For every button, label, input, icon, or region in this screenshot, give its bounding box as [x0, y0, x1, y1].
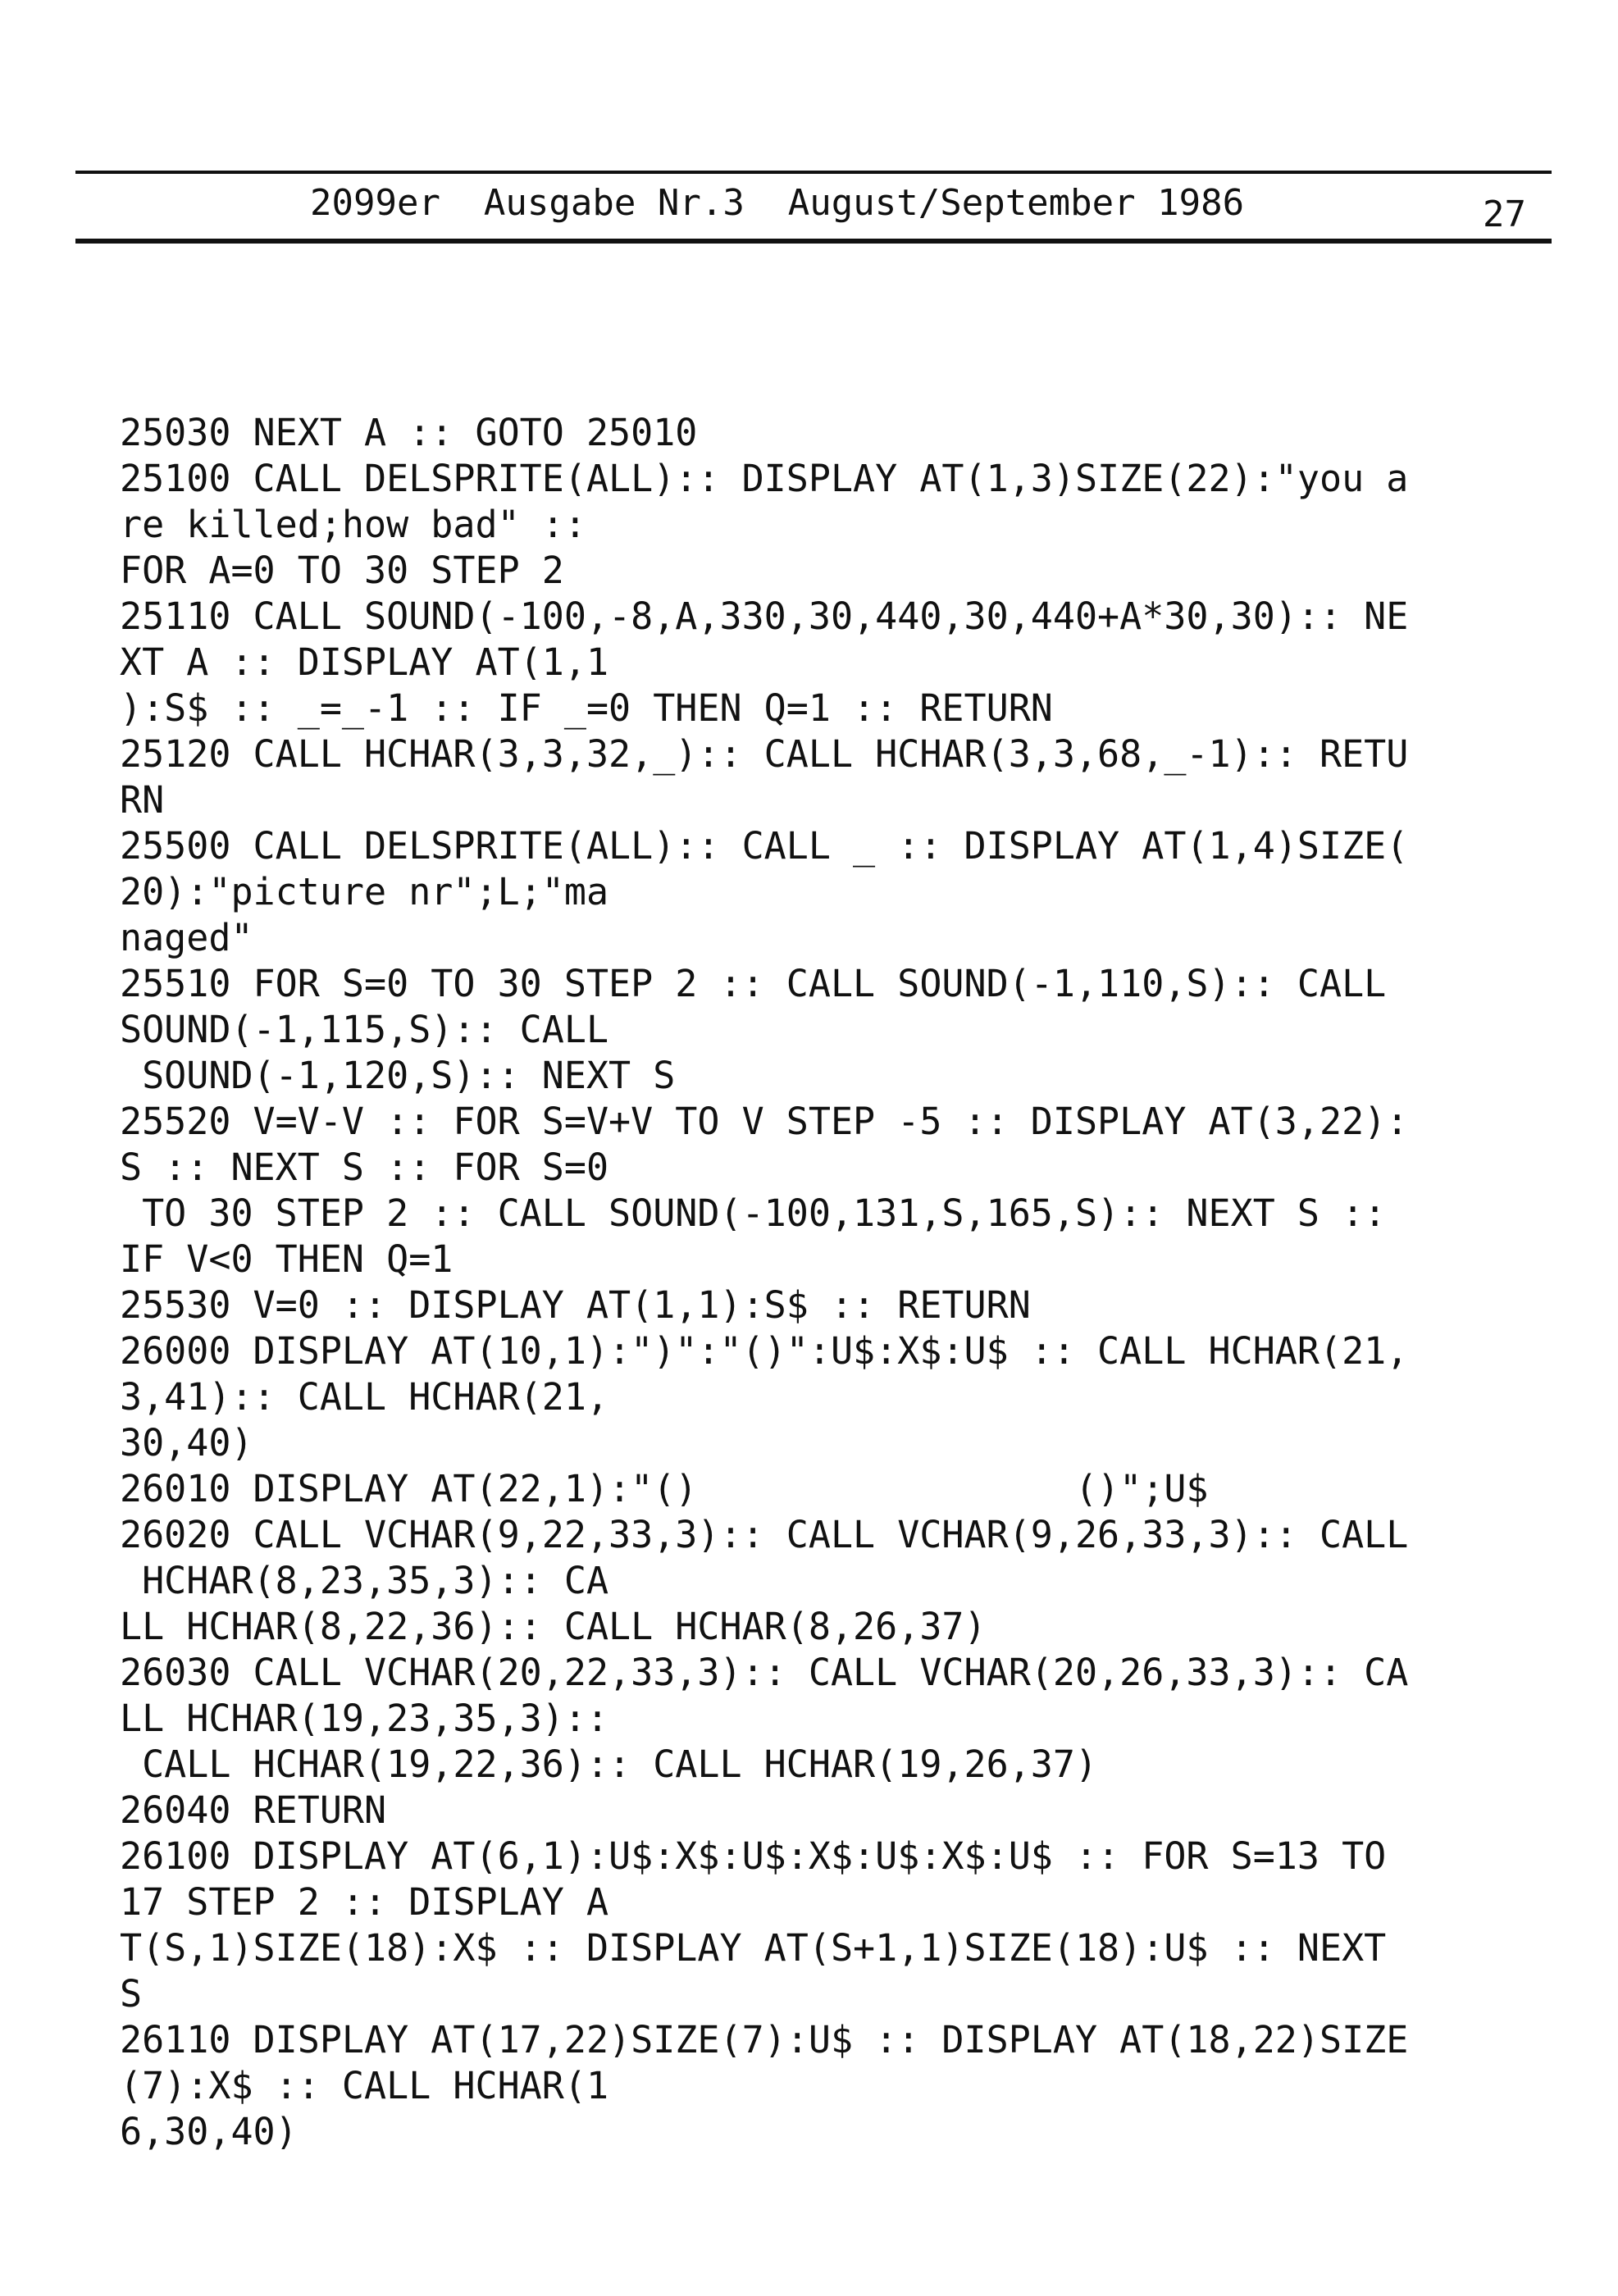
code-line: 20):"picture nr";L;"ma [120, 870, 609, 913]
code-line: LL HCHAR(8,22,36):: CALL HCHAR(8,26,37) [120, 1605, 987, 1648]
code-line: S :: NEXT S :: FOR S=0 [120, 1146, 609, 1189]
code-line: 25520 V=V-V :: FOR S=V+V TO V STEP -5 :: DISPLAY AT(3,22): [120, 1100, 1409, 1143]
code-line: HCHAR(8,23,35,3):: CA [120, 1559, 609, 1602]
code-line: 3,41):: CALL HCHAR(21, [120, 1375, 609, 1419]
code-line: TO 30 STEP 2 :: CALL SOUND(-100,131,S,165,S):: NEXT S :: [120, 1191, 1387, 1235]
code-line: 30,40) [120, 1421, 253, 1465]
code-line: 25030 NEXT A :: GOTO 25010 [120, 411, 698, 454]
code-line: 26000 DISPLAY AT(10,1):")":"()":U$:X$:U$ :: CALL HCHAR(21, [120, 1329, 1409, 1373]
code-line: 26010 DISPLAY AT(22,1):"() ()";U$ [120, 1467, 1209, 1510]
code-line: T(S,1)SIZE(18):X$ :: DISPLAY AT(S+1,1)SIZE(18):U$ :: NEXT [120, 1926, 1387, 1970]
code-line: 25120 CALL HCHAR(3,3,32,_):: CALL HCHAR(3,3,68,_-1):: RETU [120, 732, 1409, 776]
code-line: 25100 CALL DELSPRITE(ALL):: DISPLAY AT(1,3)SIZE(22):"you a [120, 457, 1409, 500]
basic-program-listing [120, 410, 1547, 2155]
code-line: 26040 RETURN [120, 1788, 387, 1832]
code-line: CALL HCHAR(19,22,36):: CALL HCHAR(19,26,37) [120, 1742, 1098, 1786]
code-line: (7):X$ :: CALL HCHAR(1 [120, 2064, 609, 2107]
code-line: LL HCHAR(19,23,35,3):: [120, 1697, 609, 1740]
code-line: IF V<0 THEN Q=1 [120, 1237, 453, 1281]
code-line: RN [120, 778, 165, 822]
code-line: 26020 CALL VCHAR(9,22,33,3):: CALL VCHAR(9,26,33,3):: CALL [120, 1513, 1409, 1556]
code-line: 6,30,40) [120, 2110, 298, 2153]
code-line: 26030 CALL VCHAR(20,22,33,3):: CALL VCHAR(20,26,33,3):: CA [120, 1651, 1409, 1694]
code-line: 25110 CALL SOUND(-100,-8,A,330,30,440,30,440+A*30,30):: NE [120, 594, 1409, 638]
code-line: SOUND(-1,120,S):: NEXT S [120, 1054, 676, 1097]
code-line: 25500 CALL DELSPRITE(ALL):: CALL _ :: DISPLAY AT(1,4)SIZE( [120, 824, 1409, 868]
page-header: 2099er Ausgabe Nr.3 August/September 1986 [310, 182, 1245, 224]
code-line: XT A :: DISPLAY AT(1,1 [120, 640, 609, 684]
code-line: ):S$ :: _=_-1 :: IF _=0 THEN Q=1 :: RETURN [120, 686, 1053, 730]
header-bottom-rule [75, 239, 1552, 244]
code-line: SOUND(-1,115,S):: CALL [120, 1008, 609, 1051]
code-line: re killed;how bad" :: [120, 503, 586, 546]
page-number: 27 [1483, 194, 1526, 235]
code-line: 25510 FOR S=0 TO 30 STEP 2 :: CALL SOUND(-1,110,S):: CALL [120, 962, 1387, 1005]
code-line: 17 STEP 2 :: DISPLAY A [120, 1880, 609, 1924]
code-line: 25530 V=0 :: DISPLAY AT(1,1):S$ :: RETURN [120, 1283, 1031, 1327]
code-line: naged" [120, 916, 253, 959]
code-line: FOR A=0 TO 30 STEP 2 [120, 549, 564, 592]
code-line: S [120, 1972, 143, 2016]
code-line: 26100 DISPLAY AT(6,1):U$:X$:U$:X$:U$:X$:U$ :: FOR S=13 TO [120, 1834, 1387, 1878]
code-line: 26110 DISPLAY AT(17,22)SIZE(7):U$ :: DISPLAY AT(18,22)SIZE [120, 2018, 1409, 2061]
header-top-rule [75, 171, 1552, 174]
